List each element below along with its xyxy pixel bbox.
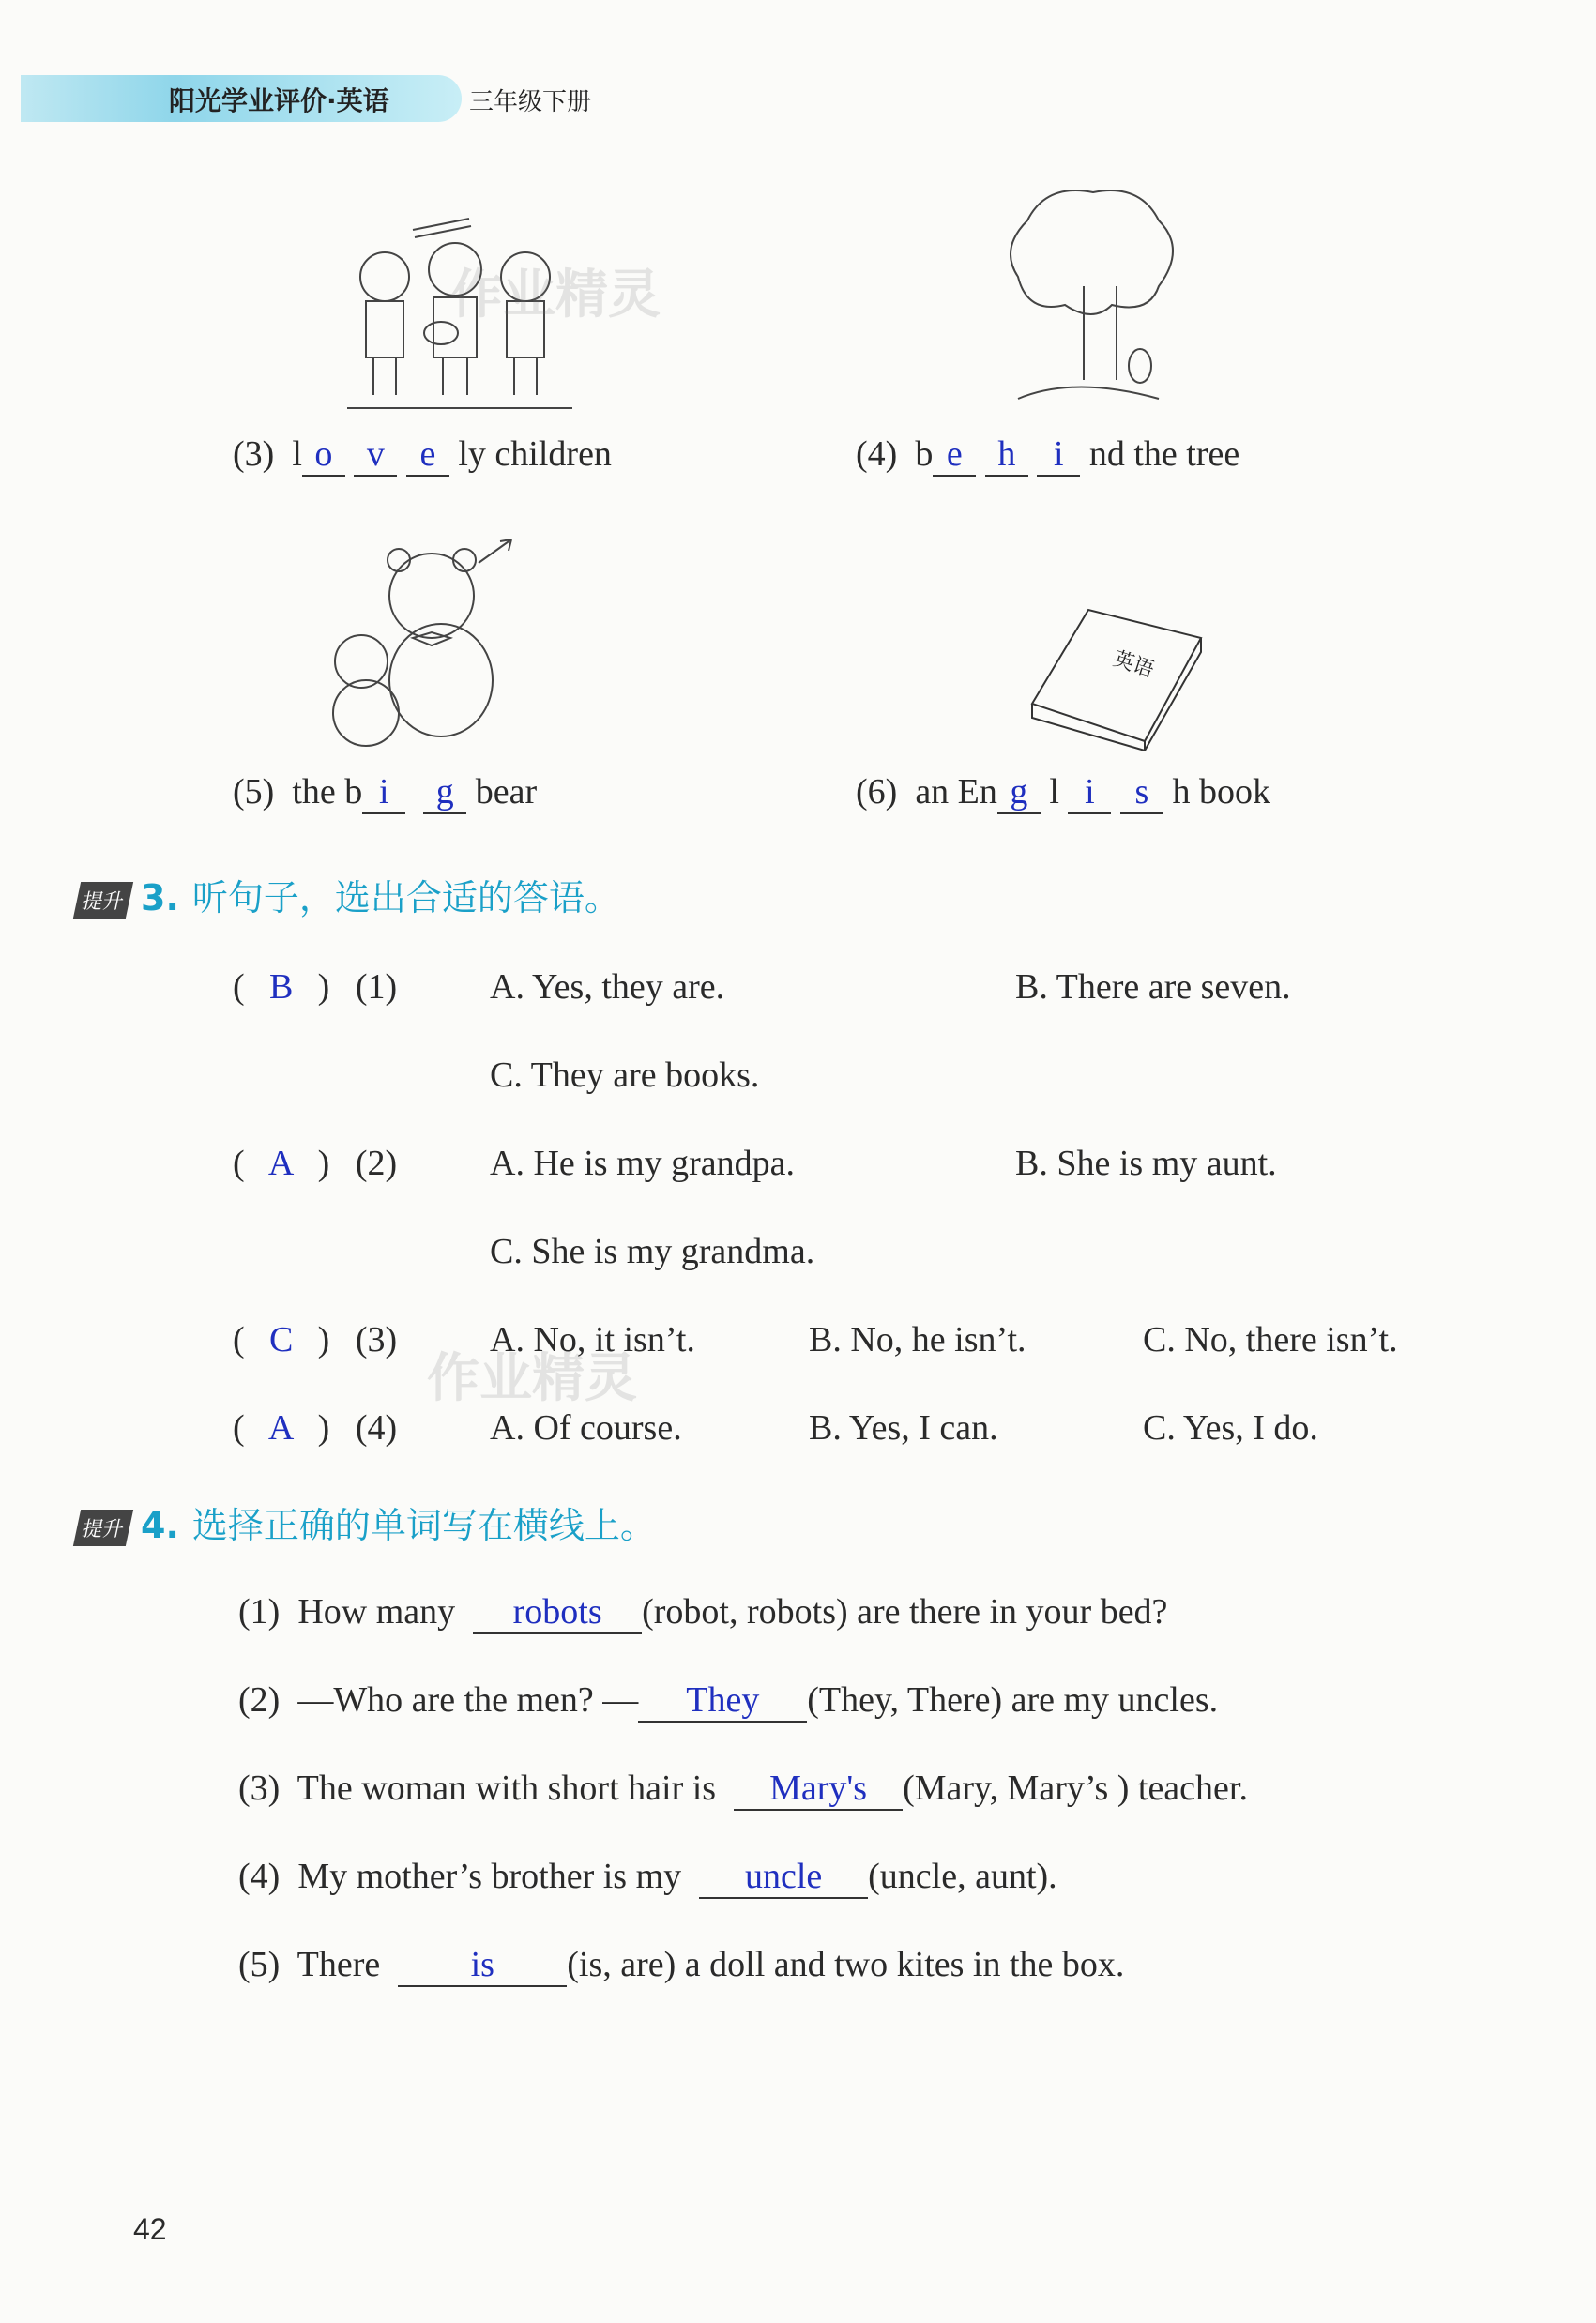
answer-choice[interactable]: A (267, 1144, 295, 1183)
sentence-end: (Mary, Mary’s ) teacher. (903, 1769, 1248, 1808)
choice-row-1: ( B ) (1) (233, 967, 398, 1007)
option-a: A. He is my grandpa. (490, 1144, 796, 1183)
letter-blank[interactable]: i (362, 773, 405, 814)
watermark: 作业精灵 (427, 1348, 637, 1409)
level-badge: 提升 (73, 1510, 133, 1546)
word-item-6 (856, 771, 1270, 814)
sentence-end: (robot, robots) are there in your bed? (642, 1592, 1168, 1632)
header-title: 阳光学业评价·英语 (169, 85, 389, 116)
option-b: B. There are seven. (1015, 967, 1291, 1007)
item-prefix: the b (292, 772, 363, 812)
teddy-bears-picture (310, 521, 535, 755)
sentence-start: The woman with short hair is (296, 1769, 717, 1808)
item-number: (3) (238, 1769, 281, 1808)
letter-blank[interactable]: v (354, 435, 397, 477)
option-b: B. She is my aunt. (1015, 1144, 1277, 1183)
section-instruction: 听句子，选出合适的答语。 (191, 877, 620, 919)
sentence-start: —Who are the men? — (297, 1680, 639, 1720)
section-instruction: 选择正确的单词写在横线上。 (191, 1505, 656, 1546)
choice-row-3: ( C ) (3) (233, 1320, 398, 1359)
option-a: A. Yes, they are. (490, 967, 725, 1007)
answer-blank[interactable]: is (398, 1946, 567, 1987)
english-book-picture (1023, 600, 1210, 751)
letter-blank[interactable]: e (406, 435, 449, 477)
item-number: (4) (856, 434, 898, 474)
item-prefix: b (915, 434, 934, 474)
letter-blank[interactable]: g (423, 773, 466, 814)
question-number: (2) (355, 1144, 398, 1183)
sentence-end: (uncle, aunt). (868, 1857, 1057, 1896)
fill-item-1 (238, 1591, 1167, 1634)
answer-blank[interactable]: Mary's (734, 1769, 903, 1811)
item-number: (5) (238, 1945, 281, 1984)
option-c: C. They are books. (490, 1055, 760, 1095)
item-number: (3) (233, 434, 275, 474)
fill-item-2 (238, 1679, 1218, 1723)
word-item-3 (233, 433, 612, 477)
item-number: (4) (238, 1857, 281, 1896)
question-number: (1) (355, 967, 398, 1007)
question-number: (4) (355, 1408, 398, 1448)
option-c: C. Yes, I do. (1143, 1408, 1318, 1448)
option-c: C. She is my grandma. (490, 1232, 815, 1271)
tree-with-rabbit-picture (999, 183, 1206, 418)
letter-blank[interactable]: e (933, 435, 976, 477)
letter-blank[interactable]: i (1037, 435, 1080, 477)
option-b: B. Yes, I can. (809, 1408, 998, 1448)
item-suffix: h book (1172, 772, 1270, 812)
item-prefix: an En (915, 772, 997, 812)
letter-blank[interactable]: h (985, 435, 1028, 477)
item-number: (1) (238, 1592, 281, 1632)
item-number: (6) (856, 772, 898, 812)
item-suffix: ly children (458, 434, 612, 474)
sentence-end: (They, There) are my uncles. (807, 1680, 1219, 1720)
answer-choice[interactable]: C (268, 1320, 294, 1359)
fill-item-3 (238, 1768, 1248, 1811)
item-prefix: l (292, 434, 302, 474)
answer-blank[interactable]: They (638, 1681, 807, 1723)
item-suffix: bear (475, 772, 538, 812)
answer-choice[interactable]: B (268, 967, 294, 1007)
header-grade: 三年级下册 (469, 88, 592, 116)
item-number: (5) (233, 772, 275, 812)
answer-blank[interactable]: robots (473, 1593, 642, 1634)
answer-choice[interactable]: A (267, 1408, 295, 1448)
letter-blank[interactable]: g (997, 773, 1041, 814)
answer-blank[interactable]: uncle (699, 1858, 868, 1899)
sentence-start: My mother’s brother is my (297, 1857, 682, 1896)
option-a: A. No, it isn’t. (490, 1320, 695, 1359)
choice-row-4: ( A ) (4) (233, 1408, 398, 1448)
book-cover-text: 英语 (1110, 646, 1157, 683)
choice-row-2: ( A ) (2) (233, 1144, 398, 1183)
item-number: (2) (238, 1680, 281, 1720)
word-item-5 (233, 771, 537, 814)
item-suffix: nd the tree (1088, 434, 1240, 474)
page-number: 42 (133, 2212, 167, 2246)
level-badge: 提升 (73, 882, 133, 919)
section-number: 4. (141, 1505, 179, 1546)
option-a: A. Of course. (490, 1408, 682, 1448)
option-c: C. No, there isn’t. (1143, 1320, 1398, 1359)
option-b: B. No, he isn’t. (809, 1320, 1026, 1359)
sentence-start: How many (297, 1592, 456, 1632)
question-number: (3) (355, 1320, 398, 1359)
sentence-end: (is, are) a doll and two kites in the box. (567, 1945, 1125, 1984)
word-item-4 (856, 433, 1239, 477)
section-3-title (77, 869, 620, 920)
item-mid: l (1049, 772, 1059, 812)
sentence-start: There (296, 1945, 381, 1984)
watermark: 作业精灵 (450, 265, 661, 326)
fill-item-4 (238, 1856, 1057, 1899)
fill-item-5 (238, 1944, 1124, 1987)
section-number: 3. (141, 877, 179, 919)
letter-blank[interactable]: s (1120, 773, 1163, 814)
letter-blank[interactable]: o (302, 435, 345, 477)
letter-blank[interactable]: i (1068, 773, 1111, 814)
section-4-title (77, 1496, 656, 1548)
